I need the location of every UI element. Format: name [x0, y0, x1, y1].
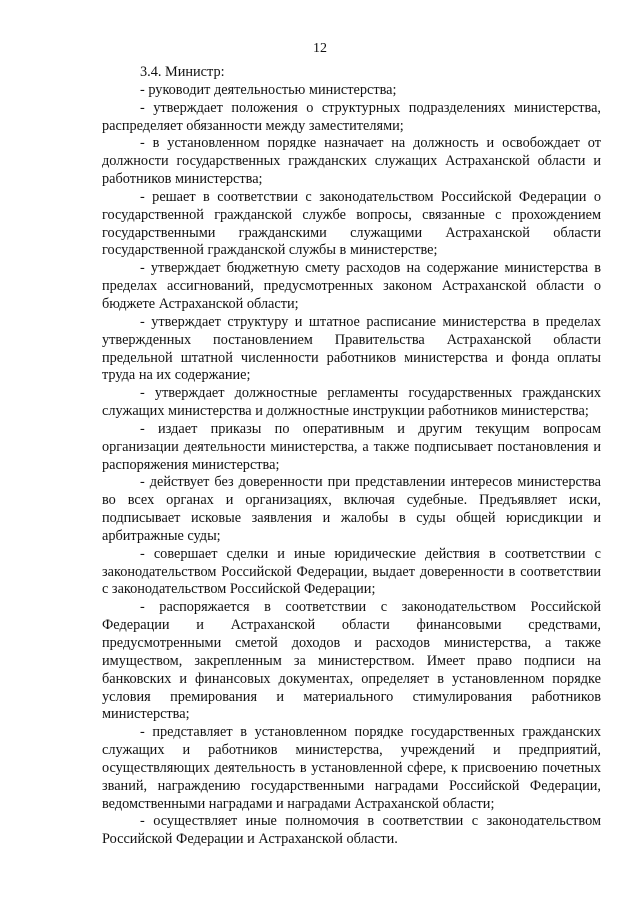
page-content [102, 64, 601, 849]
paragraph-4: - решает в соответствии с законодательством Российской Федерации о государственной гражданской службе вопросы, связанные с прохождением государственными гражданскими служащими Астраханской области государственной гражданской службы в министерстве; [102, 188, 601, 259]
paragraph-10: - совершает сделки и иные юридические действия в соответствии с законодательством Российской Федерации, выдает доверенности в соответствии с законодательством Российской Федерации; [102, 545, 601, 598]
paragraph-7: - утверждает должностные регламенты государственных гражданских служащих министерства и должностные инструкции работников министерства; [102, 385, 601, 420]
paragraph-6: - утверждает структуру и штатное расписание министерства в пределах утвержденных постановлением Правительства Астраханской области предельной штатной численности работников министерства и фонда оплаты труда на их содержание; [102, 313, 601, 384]
paragraph-9: - действует без доверенности при представлении интересов министерства во всех органах и организациях, включая судебные. Предъявляет иски, подписывает исковые заявления и жалобы в суды общей юрисдикции и арбитражные суды; [102, 474, 601, 544]
page-number: 12 [313, 41, 327, 56]
paragraph-3: - в установленном порядке назначает на должность и освобождает от должности государственных гражданских служащих Астраханской области и работников министерства; [102, 135, 601, 188]
paragraph-13: - осуществляет иные полномочия в соответствии с законодательством Российской Федерации и Астраханской области. [102, 813, 601, 848]
paragraph-2: - утверждает положения о структурных подразделениях министерства, распределяет обязанности между заместителями; [102, 99, 601, 134]
paragraph-5: - утверждает бюджетную смету расходов на содержание министерства в пределах ассигнований, предусмотренных законом Астраханской области о бюджете Астраханской области; [102, 260, 601, 312]
paragraph-8: - издает приказы по оперативным и другим текущим вопросам организации деятельности министерства, а также подписывает постановления и распоряжения министерства; [102, 420, 601, 473]
section-heading: 3.4. Министр: [140, 64, 225, 80]
paragraph-11: - распоряжается в соответствии с законодательством Российской Федерации и Астраханской области финансовыми средствами, предусмотренными сметой доходов и расходов министерства, а также имуществом, закрепленным за министерством. Имеет право подписи на банковских и финансовых документах, определяет в установленном порядке условия премирования и материального стимулирования работников министерства; [102, 599, 601, 723]
paragraph-1: - руководит деятельностью министерства; [140, 81, 397, 98]
paragraph-12: - представляет в установленном порядке государственных гражданских служащих и работников министерства, учреждений и предприятий, осуществляющих деятельность в установленной сфере, к присвоению почетных званий, награждению государственными наградами Российской Федерации, ведомственными наградами и наградами Астраханской области; [102, 724, 601, 812]
